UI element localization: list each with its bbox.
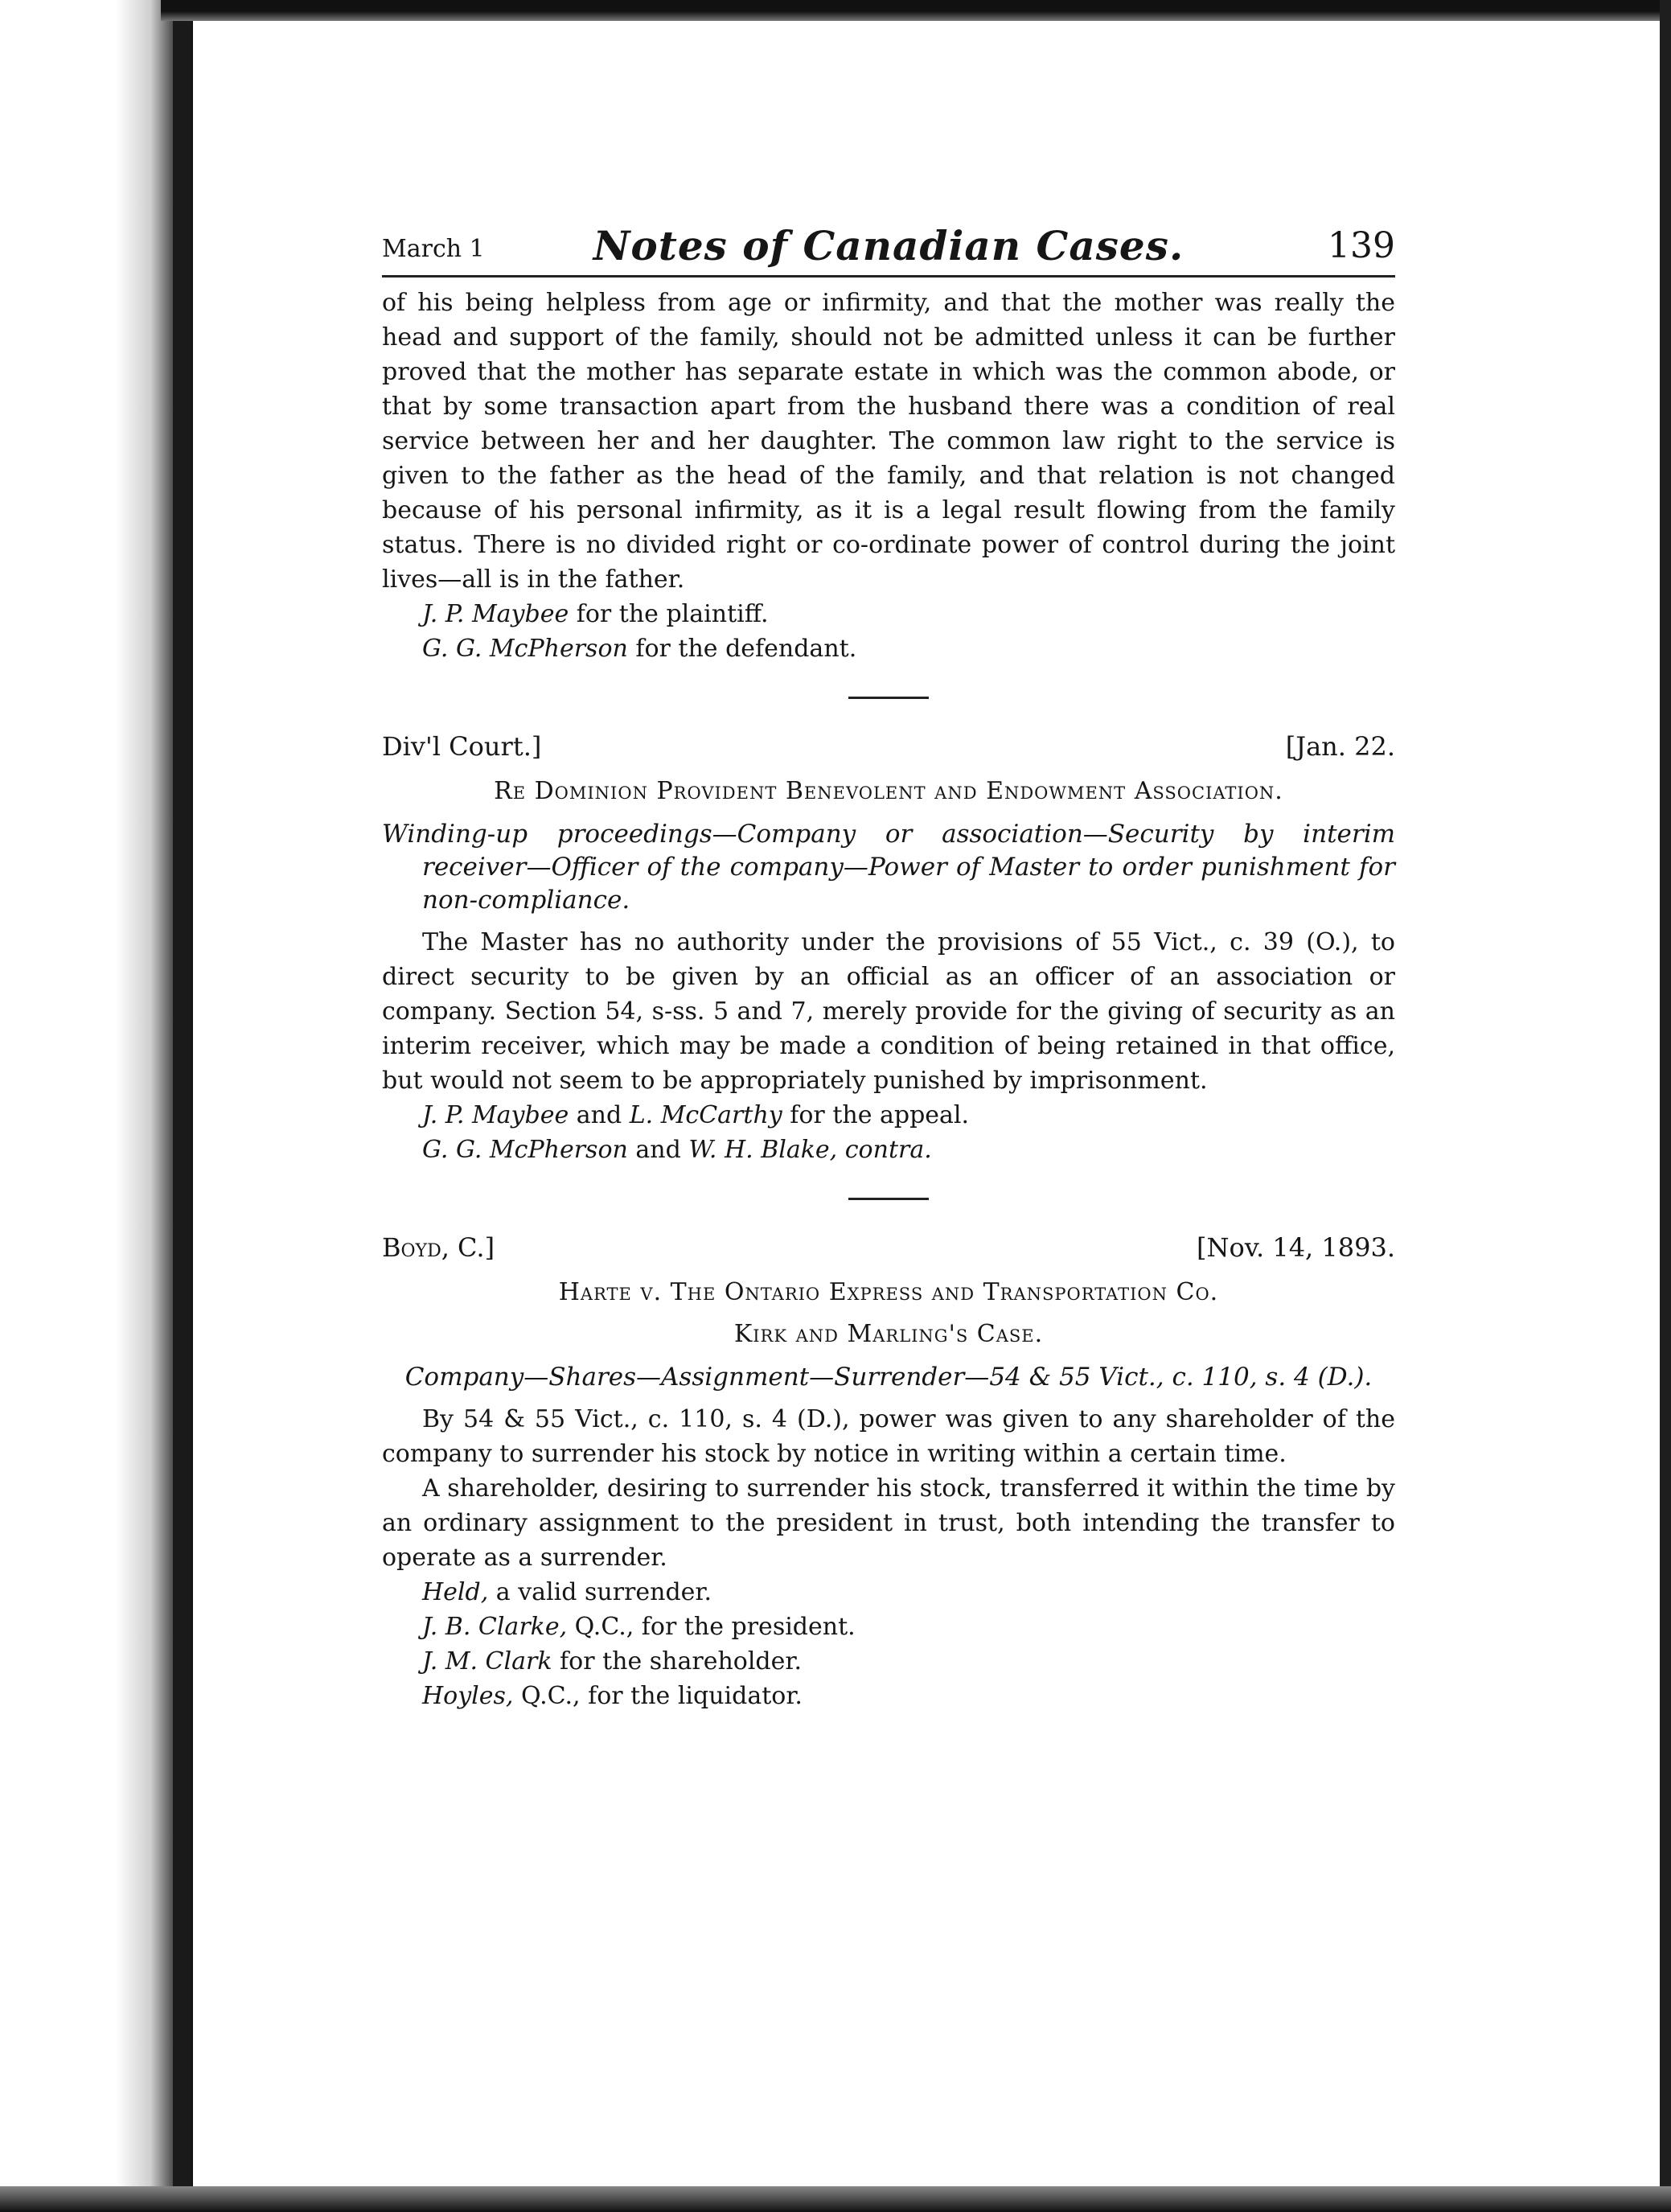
counsel-line <box>382 1679 1395 1713</box>
counsel-name: L. McCarthy <box>629 1101 782 1129</box>
header-rule <box>382 275 1395 278</box>
case-dominion-provident <box>382 731 1395 1167</box>
counsel-name: Hoyles, <box>422 1682 514 1710</box>
running-head <box>382 224 1395 273</box>
scan-edge-top <box>161 0 1671 21</box>
counsel-role: for the defendant. <box>627 635 857 663</box>
counsel-line <box>382 1098 1395 1133</box>
counsel-name: G. G. McPherson <box>422 1136 628 1164</box>
counsel-conjunction: and <box>627 1136 689 1164</box>
counsel-name: J. M. Clark <box>422 1647 552 1675</box>
scan-edge-left <box>0 0 193 2212</box>
section-divider <box>848 1198 929 1200</box>
document-page <box>382 224 1395 2074</box>
counsel-role: for the plaintiff. <box>569 600 769 628</box>
held-text: a valid surrender. <box>488 1578 712 1606</box>
counsel-name: W. H. Blake, contra. <box>688 1136 932 1164</box>
counsel-line <box>382 597 1395 631</box>
page-number: 139 <box>1328 225 1395 266</box>
held-word: Held, <box>422 1578 489 1606</box>
counsel-role: for the appeal. <box>782 1101 970 1129</box>
decision-date: [Jan. 22. <box>1285 731 1395 762</box>
court-line <box>382 1232 1395 1269</box>
counsel-line <box>382 1644 1395 1679</box>
case-title: Re Dominion Provident Benevolent and Endowment Association. <box>494 777 1283 805</box>
counsel-role: for the shareholder. <box>552 1647 802 1675</box>
case-headnote: Winding-up proceedings—Company or association—Security by interim receiver—Officer of the company—Power of Master to order punishment for non-compliance. <box>382 820 1395 915</box>
court-name: Boyd, C.] <box>382 1232 495 1263</box>
counsel-line <box>382 1133 1395 1167</box>
case-body: The Master has no authority under the provisions of 55 Vict., c. 39 (O.), to direct security to be given by an official as an officer of an association or company. Section 54, s-ss. 5 and 7, merely provide for the giving of security as an interim receiver, which may be made a condition of being retained in that office, but would not seem to be appropriately punished by imprisonment. <box>382 928 1395 1095</box>
counsel-name: J. P. Maybee <box>422 1101 569 1129</box>
counsel-name: J. B. Clarke, <box>422 1613 568 1641</box>
case-continuation <box>382 286 1395 666</box>
decision-date: [Nov. 14, 1893. <box>1196 1232 1395 1263</box>
case-body: By 54 & 55 Vict., c. 110, s. 4 (D.), power was given to any shareholder of the company to surrender his stock by notice in writing within a certain time. <box>382 1405 1395 1468</box>
scan-edge-bottom <box>0 2186 1671 2212</box>
scan-edge-right <box>1660 0 1671 2212</box>
counsel-role: Q.C., for the liquidator. <box>513 1682 803 1710</box>
counsel-line <box>382 631 1395 666</box>
scan-shadow-left <box>173 0 191 2212</box>
case-subtitle: Kirk and Marling's Case. <box>733 1320 1044 1348</box>
case-title: Harte v. The Ontario Express and Transportation Co. <box>558 1278 1219 1306</box>
counsel-role: Q.C., for the president. <box>567 1613 856 1641</box>
court-line <box>382 731 1395 768</box>
counsel-name: G. G. McPherson <box>422 635 628 663</box>
case-body: of his being helpless from age or infirmity, and that the mother was really the head and support of the family, should not be admitted unless it can be further proved that the mother has separate estate in which was the common abode, or that by some transaction apart from the husband there was a condition of real service between her and her daughter. The common law right to the service is given to the father as the head of the family, and that relation is not changed because of his personal infirmity, as it is a legal result flowing from the family status. There is no divided right or co-ordinate power of control during the joint lives—all is in the father. <box>382 289 1395 594</box>
section-divider <box>848 697 929 699</box>
counsel-name: J. P. Maybee <box>422 600 569 628</box>
counsel-conjunction: and <box>569 1101 630 1129</box>
running-head-title: Notes of Canadian Cases. <box>593 222 1184 269</box>
held-line <box>382 1575 1395 1610</box>
case-headnote: Company—Shares—Assignment—Surrender—54 & 55 Vict., c. 110, s. 4 (D.). <box>404 1363 1373 1392</box>
case-harte <box>382 1232 1395 1713</box>
counsel-line <box>382 1610 1395 1644</box>
court-name: Div'l Court.] <box>382 731 542 762</box>
running-head-date: March 1 <box>382 235 485 263</box>
case-body: A shareholder, desiring to surrender his stock, transferred it within the time by an ordinary assignment to the president in trust, both intending the transfer to operate as a surrender. <box>382 1474 1395 1572</box>
